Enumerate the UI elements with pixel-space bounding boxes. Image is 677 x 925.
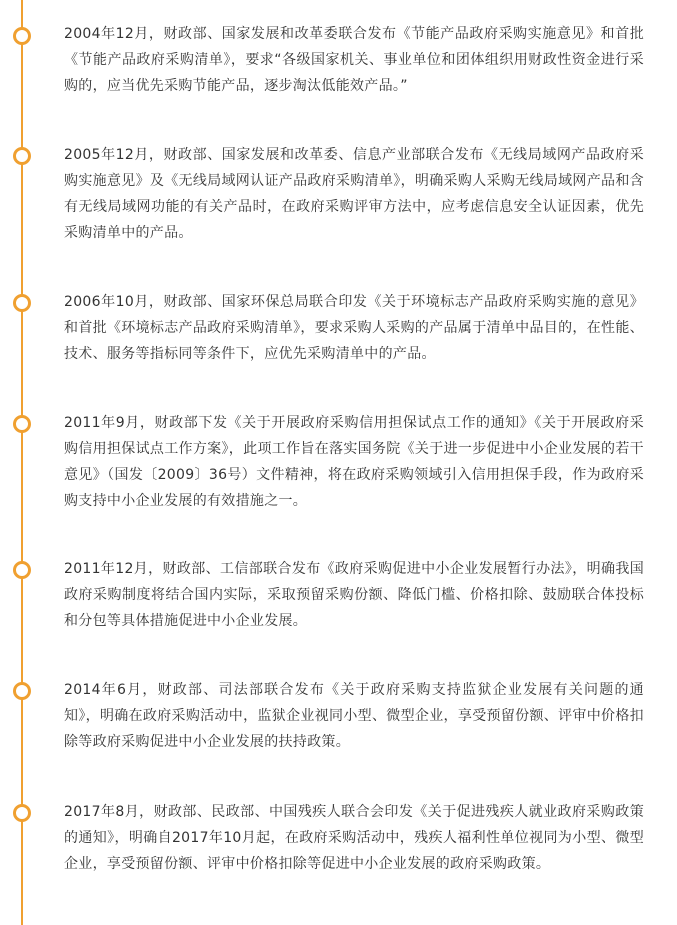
timeline-dot-icon bbox=[13, 804, 31, 822]
timeline-dot-icon bbox=[13, 561, 31, 579]
timeline-dot-icon bbox=[13, 147, 31, 165]
timeline-dot-icon bbox=[13, 415, 31, 433]
timeline-entry-text: 2005年12月，财政部、国家发展和改革委、信息产业部联合发布《无线局域网产品政府采购实施意见》及《无线局域网认证产品政府采购清单》，明确采购人采购无线局域网产品和含有无线局域网功能的有关产品时，在政府采购评审方法中，应考虑信息安全认证因素，优先采购清单中的产品。 bbox=[64, 147, 644, 241]
timeline-dot-icon bbox=[13, 27, 31, 45]
timeline-entry-text: 2004年12月，财政部、国家发展和改革委联合发布《节能产品政府采购实施意见》和首批《节能产品政府采购清单》，要求“各级国家机关、事业单位和团体组织用财政性资金进行采购的，应当优先采购节能产品，逐步淘汰低能效产品。” bbox=[64, 26, 644, 94]
timeline-entry-text: 2011年9月，财政部下发《关于开展政府采购信用担保试点工作的通知》《关于开展政府采购信用担保试点工作方案》，此项工作旨在落实国务院《关于进一步促进中小企业发展的若干意见》（国发〔2009〕36号）文件精神，将在政府采购领域引入信用担保手段，作为政府采购支持中小企业发展的有效措施之一。 bbox=[64, 415, 644, 509]
timeline-entry-text: 2014年6月，财政部、司法部联合发布《关于政府采购支持监狱企业发展有关问题的通知》，明确在政府采购活动中，监狱企业视同小型、微型企业，享受预留份额、评审中价格扣除等政府采购促进中小企业发展的扶持政策。 bbox=[64, 682, 644, 750]
timeline-line bbox=[21, 0, 23, 925]
timeline-entry-text: 2017年8月，财政部、民政部、中国残疾人联合会印发《关于促进残疾人就业政府采购政策的通知》，明确自2017年10月起，在政府采购活动中，残疾人福利性单位视同为小型、微型企业，享受预留份额、评审中价格扣除等促进中小企业发展的政府采购政策。 bbox=[64, 804, 644, 872]
timeline-entry-text: 2006年10月，财政部、国家环保总局联合印发《关于环境标志产品政府采购实施的意见》和首批《环境标志产品政府采购清单》，要求采购人采购的产品属于清单中品目的，在性能、技术、服务等指标同等条件下，应优先采购清单中的产品。 bbox=[64, 294, 644, 362]
timeline-entry-text: 2011年12月，财政部、工信部联合发布《政府采购促进中小企业发展暂行办法》，明确我国政府采购制度将结合国内实际，采取预留采购份额、降低门槛、价格扣除、鼓励联合体投标和分包等具体措施促进中小企业发展。 bbox=[64, 561, 644, 629]
timeline-dot-icon bbox=[13, 682, 31, 700]
timeline-dot-icon bbox=[13, 294, 31, 312]
